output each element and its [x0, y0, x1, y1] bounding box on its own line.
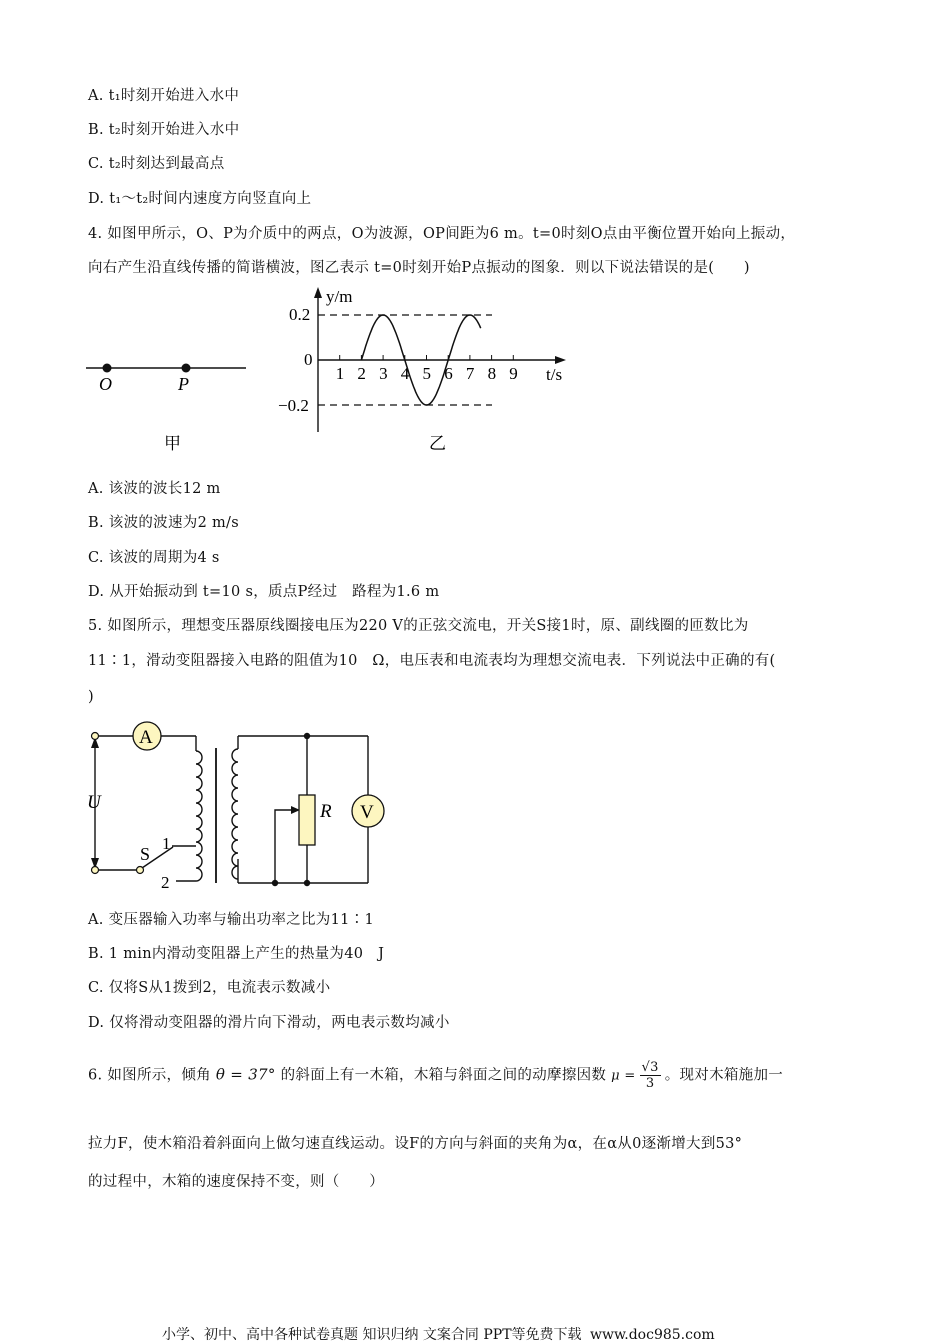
q3-option-d: D. t₁～t₂时间内速度方向竖直向上 — [88, 191, 312, 207]
y-axis-label: y/m — [326, 287, 353, 306]
xtick-label: 2 — [357, 364, 366, 383]
input-terminal-bottom — [92, 867, 99, 874]
q6-line2: 拉力F，使木箱沿着斜面向上做匀速直线运动。设F的方向与斜面的夹角为α，在α从0逐渐增大到53° — [88, 1136, 743, 1152]
label-o: O — [99, 374, 112, 394]
q4-option-c: C. 该波的周期为4 s — [88, 550, 220, 566]
tap-2-label: 2 — [161, 873, 170, 892]
q5-circuit — [0, 715, 420, 895]
input-terminal-top — [92, 733, 99, 740]
q4-stem-line2: 向右产生沿直线传播的简谐横波，图乙表示 t=0时刻开始P点振动的图象．则以下说法错误的是( ) — [88, 260, 750, 276]
footer-text: 小学、初中、高中各种试卷真题 知识归纳 文案合同 PPT等免费下载 — [162, 1327, 582, 1343]
q4-option-a: A. 该波的波长12 m — [88, 481, 221, 497]
caption-yi: 乙 — [429, 434, 446, 453]
xtick-label: 6 — [444, 364, 453, 383]
ammeter-label: A — [139, 727, 153, 748]
q6-line1-a: 6. 如图所示，倾角 — [88, 1067, 211, 1084]
q6-mu: μ = — [611, 1068, 636, 1084]
footer — [162, 1324, 719, 1344]
ytick-neg0.2: −0.2 — [278, 396, 309, 415]
point-o — [103, 364, 112, 373]
xtick-label: 4 — [400, 364, 410, 383]
xtick-label: 9 — [509, 364, 518, 383]
voltage-label: U — [87, 792, 101, 813]
voltmeter-label: V — [360, 802, 374, 823]
switch-pivot — [137, 867, 144, 874]
q6-line1-b: 的斜面上有一木箱，木箱与斜面之间的动摩擦因数 — [280, 1067, 607, 1084]
point-p — [182, 364, 191, 373]
q6-mu-numerator: √3 — [641, 1060, 659, 1075]
q3-option-b: B. t₂时刻开始进入水中 — [88, 122, 240, 138]
q5-option-c: C. 仅将S从1拨到2，电流表示数减小 — [88, 980, 331, 996]
xtick-label: 3 — [379, 364, 388, 383]
q6-line1 — [88, 1060, 783, 1091]
tap-1-label: 1 — [162, 834, 171, 853]
ytick-0: 0 — [304, 350, 313, 369]
label-p: P — [178, 374, 189, 394]
q5-option-d: D. 仅将滑动变阻器的滑片向下滑动，两电表示数均减小 — [88, 1015, 450, 1031]
q5-stem-line1: 5. 如图所示，理想变压器原线圈接电压为220 V的正弦交流电，开关S接1时，原、副线圈的匝数比为 — [88, 618, 749, 634]
y-axis-arrow — [314, 287, 322, 298]
q5-option-a: A. 变压器输入功率与输出功率之比为11∶1 — [88, 912, 374, 928]
junction — [272, 880, 278, 886]
q6-theta: θ = 37° — [215, 1065, 276, 1084]
rheostat — [299, 795, 315, 845]
q4-option-b: B. 该波的波速为2 m/s — [88, 515, 239, 531]
rheostat-label: R — [320, 801, 332, 822]
q5-option-b: B. 1 min内滑动变阻器上产生的热量为40 J — [88, 946, 385, 962]
xtick-label: 5 — [422, 364, 431, 383]
q5-stem-line3: ) — [88, 689, 94, 705]
q4-option-d: D. 从开始振动到 t=10 s，质点P经过 路程为1.6 m — [88, 584, 440, 600]
xtick-label: 8 — [487, 364, 497, 383]
xtick-label: 1 — [335, 364, 345, 383]
q6-mu-denominator: 3 — [645, 1076, 655, 1091]
junction — [304, 733, 310, 739]
xtick-label: 7 — [465, 364, 475, 383]
q4-stem-line1: 4. 如图甲所示，O、P为介质中的两点，O为波源，OP间距为6 m。t=0时刻O点由平衡位置开始向上振动， — [88, 226, 796, 242]
q6-line3: 的过程中，木箱的速度保持不变，则（ ） — [88, 1174, 384, 1190]
x-axis-label: t/s — [546, 365, 563, 384]
q3-option-a: A. t₁时刻开始进入水中 — [88, 88, 240, 104]
footer-url[interactable]: www.doc985.com — [589, 1327, 715, 1343]
x-axis-arrow — [555, 356, 566, 364]
figure-jia — [86, 364, 246, 454]
q5-stem-line2: 11∶1，滑动变阻器接入电路的阻值为10 Ω，电压表和电流表均为理想交流电表．下列说法中正确的有( — [88, 653, 776, 669]
caption-jia: 甲 — [164, 434, 181, 453]
ytick-0.2: 0.2 — [289, 305, 311, 324]
q3-option-c: C. t₂时刻达到最高点 — [88, 156, 225, 172]
junction — [304, 880, 310, 886]
q6-line1-c: 。现对木箱施加一 — [664, 1067, 784, 1084]
figure-yi-graph — [278, 287, 566, 453]
q6-mu-fraction — [640, 1060, 661, 1091]
switch-label: S — [140, 844, 151, 864]
q4-figures — [0, 0, 950, 460]
